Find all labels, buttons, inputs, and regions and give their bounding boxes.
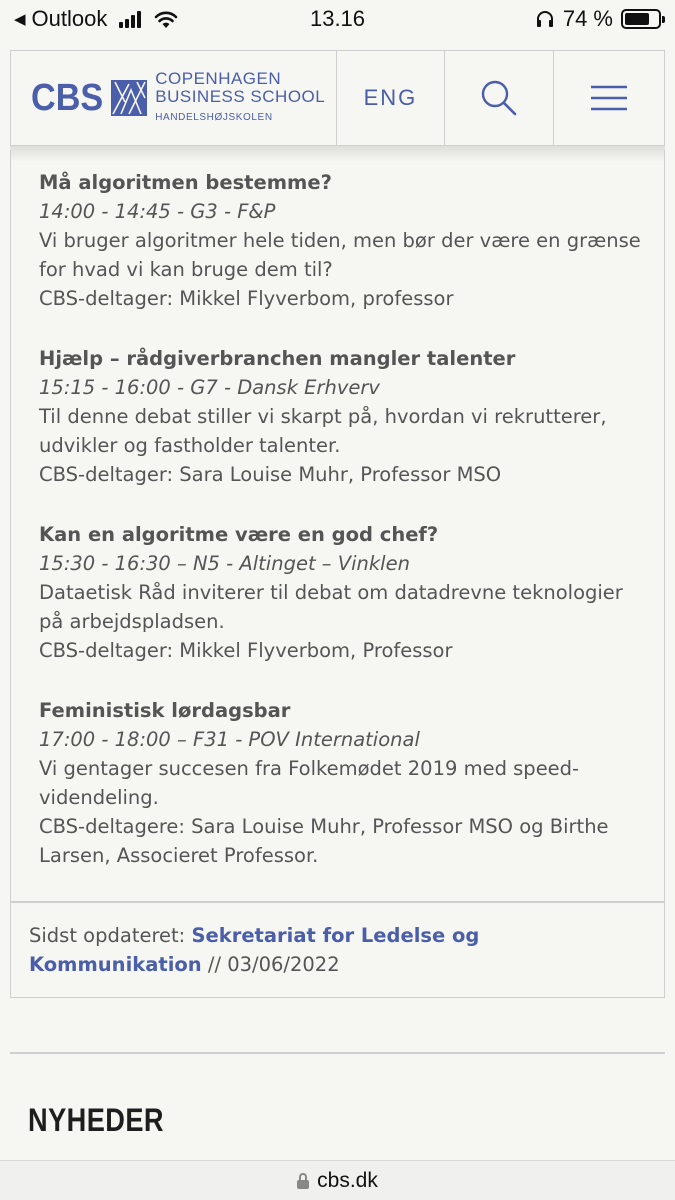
language-label: ENG — [363, 85, 418, 110]
event-description: Vi gentager succesen fra Folkemødet 2019 med speed-videndeling. — [39, 757, 580, 809]
event-time-place: 15:15 - 16:00 - G7 - Dansk Erhverv — [39, 376, 380, 399]
status-right — [535, 6, 661, 32]
language-switch-button[interactable] — [337, 51, 446, 145]
headphones-icon — [535, 9, 555, 29]
event-description: Vi bruger algoritmer hele tiden, men bør der være en grænse for hvad vi kan bruge dem til? — [39, 229, 641, 281]
hamburger-menu-icon — [590, 84, 628, 112]
logo-line-business-school: BUSINESS SCHOOL — [155, 87, 326, 106]
last-updated-prefix: Sidst opdateret: — [29, 924, 186, 947]
lock-icon — [297, 1173, 309, 1189]
event-description: Til denne debat stiller vi skarpt på, hvordan vi rekrutterer, udvikler og fastholder talenter. — [39, 405, 607, 457]
logo-wordmark — [155, 70, 325, 126]
event-time-place: 15:30 - 16:30 – N5 - Altinget – Vinklen — [39, 552, 410, 575]
event-description: Dataetisk Råd inviterer til debat om datadrevne teknologier på arbejdspladsen. — [39, 581, 623, 633]
status-time: 13.16 — [309, 6, 366, 31]
last-updated-separator: // — [207, 953, 222, 976]
section-divider — [10, 1052, 665, 1054]
battery-level-fill — [625, 13, 649, 25]
event-participants: CBS-deltagere: Sara Louise Muhr, Professor MSO og Birthe Larsen, Associeret Professor. — [39, 815, 609, 867]
event-time-place: 14:00 - 14:45 - G3 - F&P — [39, 200, 276, 223]
cbs-logo-mark-icon — [111, 80, 147, 116]
url-domain[interactable]: cbs.dk — [317, 1168, 378, 1192]
event-title: Kan en algoritme være en god chef? — [39, 523, 439, 546]
event-participants: CBS-deltager: Mikkel Flyverbom, Professor — [39, 639, 453, 662]
logo-line-copenhagen: COPENHAGEN — [155, 69, 282, 88]
browser-url-bar[interactable] — [0, 1160, 675, 1200]
event-participants: CBS-deltager: Mikkel Flyverbom, professor — [39, 287, 454, 310]
last-updated-author-link[interactable]: Sekretariat for Ledelse og Kommunikation — [29, 924, 480, 976]
news-section-heading: NYHEDER — [28, 1102, 164, 1138]
search-button[interactable] — [445, 51, 554, 145]
site-header — [10, 50, 665, 146]
last-updated-box — [10, 902, 665, 998]
event-item — [39, 344, 649, 489]
logo-abbreviation: CBS — [31, 76, 104, 119]
battery-icon — [621, 9, 661, 29]
search-icon — [480, 79, 518, 117]
event-item — [39, 168, 649, 313]
event-title: Feministisk lørdagsbar — [39, 699, 291, 722]
event-title: Må algoritmen bestemme? — [39, 171, 332, 194]
status-bar — [0, 0, 675, 38]
menu-button[interactable] — [554, 51, 664, 145]
cbs-logo[interactable] — [11, 51, 337, 145]
back-app-label[interactable]: Outlook — [31, 6, 108, 31]
event-item — [39, 520, 649, 665]
event-item — [39, 696, 649, 870]
last-updated-date: 03/06/2022 — [227, 953, 340, 976]
event-participants: CBS-deltager: Sara Louise Muhr, Professor MSO — [39, 463, 502, 486]
battery-percent: 74 % — [562, 6, 613, 31]
event-title: Hjælp – rådgiverbranchen mangler talenter — [39, 347, 516, 370]
event-list — [10, 150, 665, 902]
logo-line-handelshojskolen: HANDELSHØJSKOLEN — [155, 112, 273, 123]
event-time-place: 17:00 - 18:00 – F31 - POV International — [39, 728, 420, 751]
back-triangle-icon[interactable]: ◀ — [14, 11, 26, 28]
